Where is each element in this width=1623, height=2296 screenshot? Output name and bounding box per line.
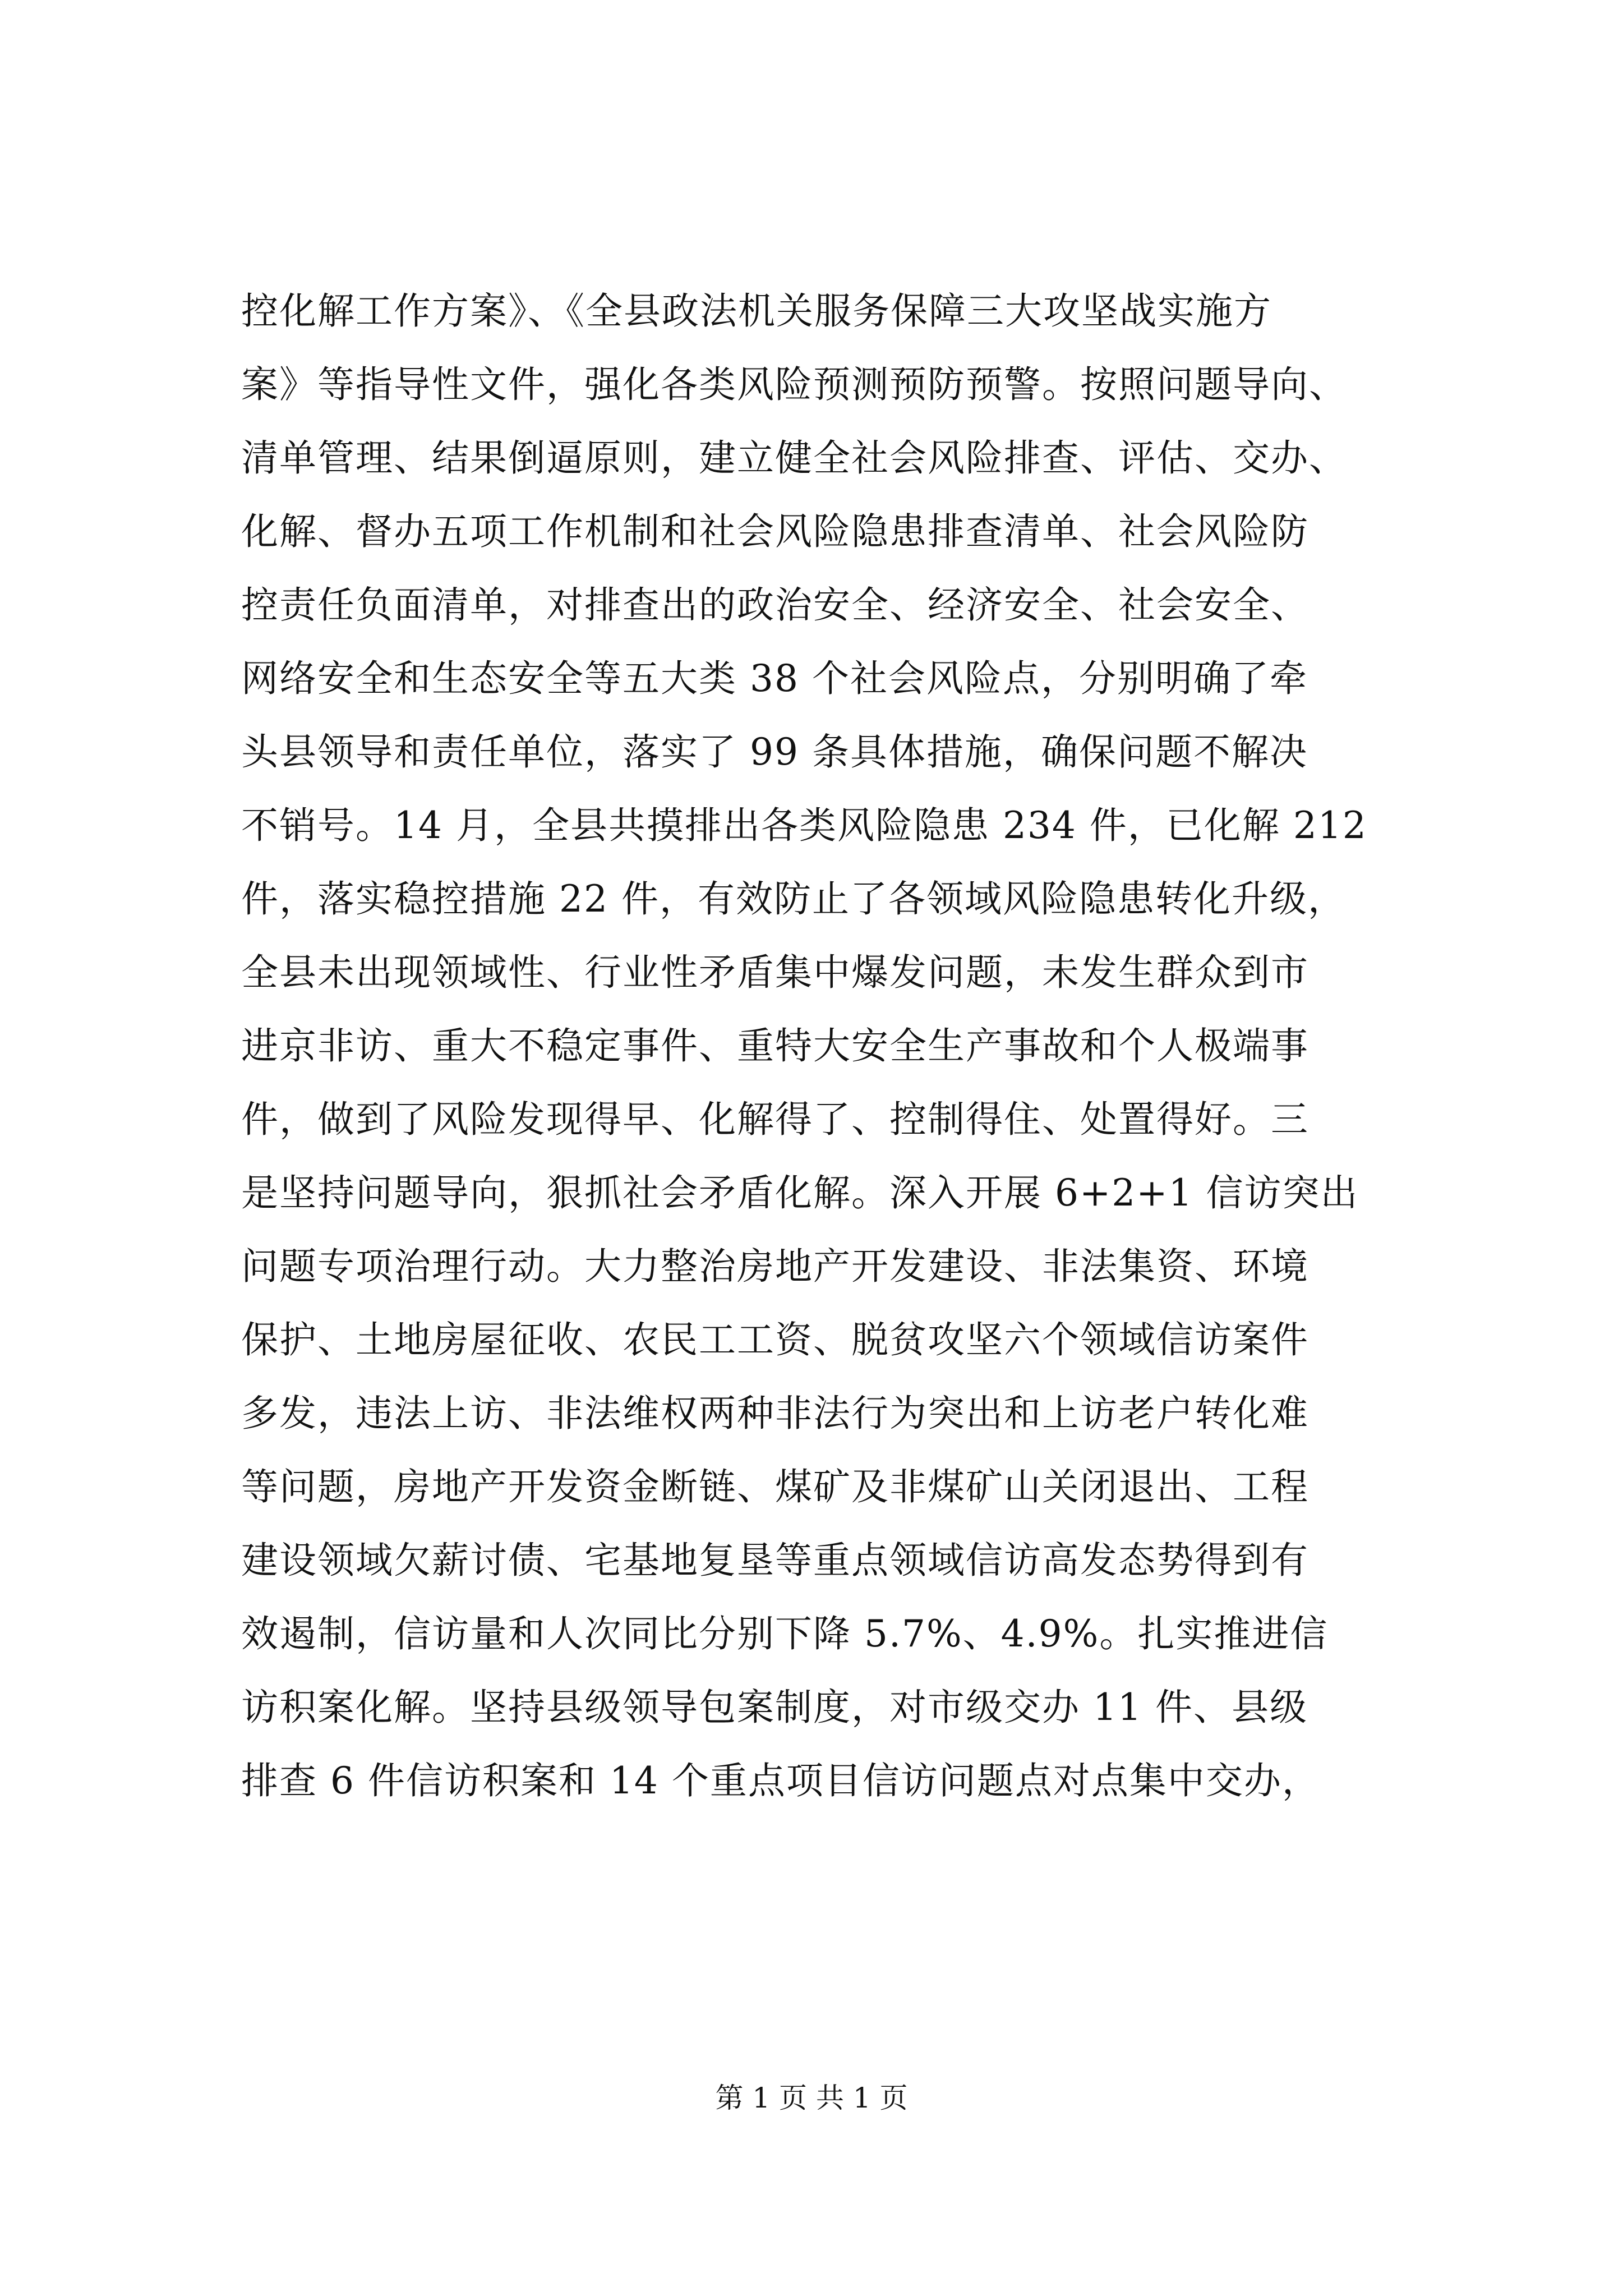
text-line: 控化解工作方案》、《全县政法机关服务保障三大攻坚战实施方 xyxy=(241,289,1272,333)
text-line: 件，做到了风险发现得早、化解得了、控制得住、处置得好。三 xyxy=(241,1098,1309,1141)
text-line: 全县未出现领域性、行业性矛盾集中爆发问题，未发生群众到市 xyxy=(241,951,1309,994)
text-line: 排查 6 件信访积案和 14 个重点项目信访问题点对点集中交办， xyxy=(241,1759,1320,1802)
text-line: 保护、土地房屋征收、农民工工资、脱贫攻坚六个领域信访案件 xyxy=(241,1318,1309,1361)
text-line: 访积案化解。坚持县级领导包案制度，对市级交办 11 件、县级 xyxy=(241,1686,1308,1729)
text-line: 案》等指导性文件，强化各类风险预测预防预警。按照问题导向、 xyxy=(241,363,1347,406)
text-line: 等问题，房地产开发资金断链、煤矿及非煤矿山关闭退出、工程 xyxy=(241,1465,1309,1508)
text-line: 效遏制，信访量和人次同比分别下降 5.7%、4.9%。扎实推进信 xyxy=(241,1612,1329,1655)
text-line: 多发，违法上访、非法维权两种非法行为突出和上访老户转化难 xyxy=(241,1392,1309,1435)
text-line: 清单管理、结果倒逼原则，建立健全社会风险排查、评估、交办、 xyxy=(241,436,1347,480)
text-line: 头县领导和责任单位，落实了 99 条具体措施，确保问题不解决 xyxy=(241,730,1308,774)
text-line: 不销号。14 月，全县共摸排出各类风险隐患 234 件，已化解 212 xyxy=(241,804,1367,847)
text-line: 件，落实稳控措施 22 件，有效防止了各领域风险隐患转化升级， xyxy=(241,877,1346,921)
text-line: 问题专项治理行动。大力整治房地产开发建设、非法集资、环境 xyxy=(241,1245,1309,1288)
text-line: 化解、督办五项工作机制和社会风险隐患排查清单、社会风险防 xyxy=(241,510,1309,553)
text-line: 控责任负面清单，对排查出的政治安全、经济安全、社会安全、 xyxy=(241,583,1309,627)
text-line: 网络安全和生态安全等五大类 38 个社会风险点，分别明确了牵 xyxy=(241,657,1308,700)
page-footer: 第 1 页 共 1 页 xyxy=(715,2082,908,2114)
text-line: 是坚持问题导向，狠抓社会矛盾化解。深入开展 6+2+1 信访突出 xyxy=(241,1171,1359,1214)
text-line: 建设领域欠薪讨债、宅基地复垦等重点领域信访高发态势得到有 xyxy=(241,1539,1309,1582)
text-line: 进京非访、重大不稳定事件、重特大安全生产事故和个人极端事 xyxy=(241,1024,1309,1068)
